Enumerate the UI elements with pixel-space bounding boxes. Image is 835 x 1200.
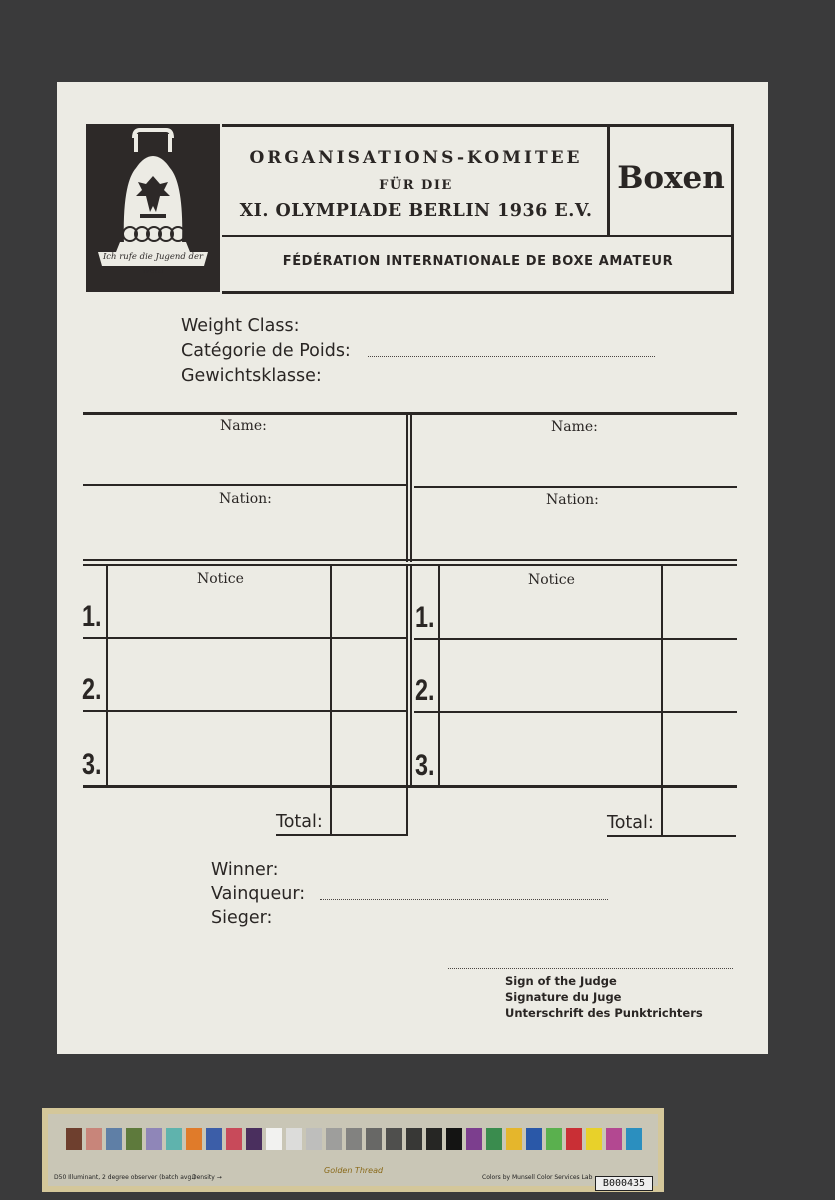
right-total-rule — [607, 835, 736, 837]
rounds-bottom-rule — [83, 785, 737, 788]
competitor-divider-b — [410, 414, 412, 562]
right-name-label: Name: — [551, 419, 598, 435]
color-swatch — [346, 1128, 362, 1150]
color-swatch — [166, 1128, 182, 1150]
winner-label-de: Sieger: — [211, 908, 273, 928]
left-total-rule — [276, 834, 406, 836]
right-score-col-rule — [661, 566, 663, 836]
color-swatch — [566, 1128, 582, 1150]
weight-class-field[interactable] — [368, 356, 655, 357]
organizer-title: ORGANISATIONS-KOMITEE — [249, 148, 583, 168]
color-swatch — [266, 1128, 282, 1150]
right-round-col-rule — [438, 566, 440, 786]
center-rule-b — [410, 566, 412, 786]
left-round-number: 1. — [82, 600, 102, 633]
color-swatch — [246, 1128, 262, 1150]
right-total-label: Total: — [607, 813, 654, 833]
sport-title: Boxen — [617, 160, 725, 196]
left-nation-label: Nation: — [219, 491, 272, 507]
winner-field[interactable] — [320, 899, 608, 900]
color-swatch — [466, 1128, 482, 1150]
color-swatch — [66, 1128, 82, 1150]
center-rule-a — [406, 566, 408, 836]
color-swatch — [606, 1128, 622, 1150]
color-swatch — [626, 1128, 642, 1150]
judge-label-en: Sign of the Judge — [505, 974, 617, 988]
color-swatch — [126, 1128, 142, 1150]
color-swatch — [146, 1128, 162, 1150]
header-bottom-rule — [222, 291, 734, 294]
illuminant-note: D50 Illuminant, 2 degree observer (batch avg.) — [54, 1174, 196, 1181]
left-round-number: 3. — [82, 748, 102, 781]
left-round-number: 2. — [82, 673, 102, 706]
color-swatch — [486, 1128, 502, 1150]
right-round-number: 2. — [415, 674, 435, 707]
federation-title: FÉDÉRATION INTERNATIONALE DE BOXE AMATEUR — [282, 254, 674, 269]
right-notice-label: Notice — [528, 572, 575, 588]
color-swatch — [386, 1128, 402, 1150]
right-nation-label: Nation: — [546, 492, 599, 508]
left-round-col-rule — [106, 566, 108, 786]
weight-class-label-fr: Catégorie de Poids: — [181, 341, 351, 361]
left-score-col-rule — [330, 566, 332, 836]
weight-class-label-en: Weight Class: — [181, 316, 300, 336]
color-swatch — [526, 1128, 542, 1150]
right-name-rule — [414, 486, 737, 488]
color-swatch — [286, 1128, 302, 1150]
color-calibration-target — [42, 1108, 664, 1192]
color-swatch — [586, 1128, 602, 1150]
competitor-divider-a — [406, 414, 408, 562]
archive-id-label: B000435 — [595, 1176, 653, 1191]
color-swatch — [546, 1128, 562, 1150]
color-swatch — [226, 1128, 242, 1150]
color-swatch — [206, 1128, 222, 1150]
organizer-subtitle: FÜR DIE — [379, 178, 453, 193]
color-swatch — [406, 1128, 422, 1150]
left-round1-rule — [83, 637, 406, 639]
winner-label-fr: Vainqueur: — [211, 884, 306, 904]
right-round1-rule — [414, 638, 737, 640]
color-swatch — [326, 1128, 342, 1150]
header-top-rule — [222, 124, 734, 127]
header-mid-rule — [222, 235, 734, 237]
density-label: Density → — [192, 1174, 222, 1181]
judge-label-de: Unterschrift des Punktrichters — [505, 1006, 703, 1020]
color-swatch — [306, 1128, 322, 1150]
color-swatch — [446, 1128, 462, 1150]
nation-rule-a — [83, 559, 737, 561]
right-round-number: 3. — [415, 749, 435, 782]
logo-motto: Ich rufe die Jugend der Welt! — [102, 252, 204, 276]
color-swatch — [86, 1128, 102, 1150]
weight-class-label-de: Gewichtsklasse: — [181, 366, 322, 386]
color-swatch — [106, 1128, 122, 1150]
left-round2-rule — [83, 710, 406, 712]
color-swatch — [186, 1128, 202, 1150]
color-swatch — [506, 1128, 522, 1150]
left-total-label: Total: — [276, 812, 323, 832]
brand-label: Golden Thread — [324, 1166, 384, 1175]
color-swatch — [426, 1128, 442, 1150]
left-name-label: Name: — [220, 418, 267, 434]
olympic-bell-logo — [86, 124, 220, 292]
judge-signature-field[interactable] — [448, 968, 733, 969]
winner-label-en: Winner: — [211, 860, 279, 880]
judge-label-fr: Signature du Juge — [505, 990, 622, 1004]
right-round2-rule — [414, 711, 737, 713]
left-name-rule — [83, 484, 406, 486]
olympiad-title: XI. OLYMPIADE BERLIN 1936 E.V. — [239, 201, 593, 221]
color-swatch — [366, 1128, 382, 1150]
credit-label: Colors by Munsell Color Services Lab — [482, 1174, 593, 1181]
left-notice-label: Notice — [197, 571, 244, 587]
right-round-number: 1. — [415, 601, 435, 634]
